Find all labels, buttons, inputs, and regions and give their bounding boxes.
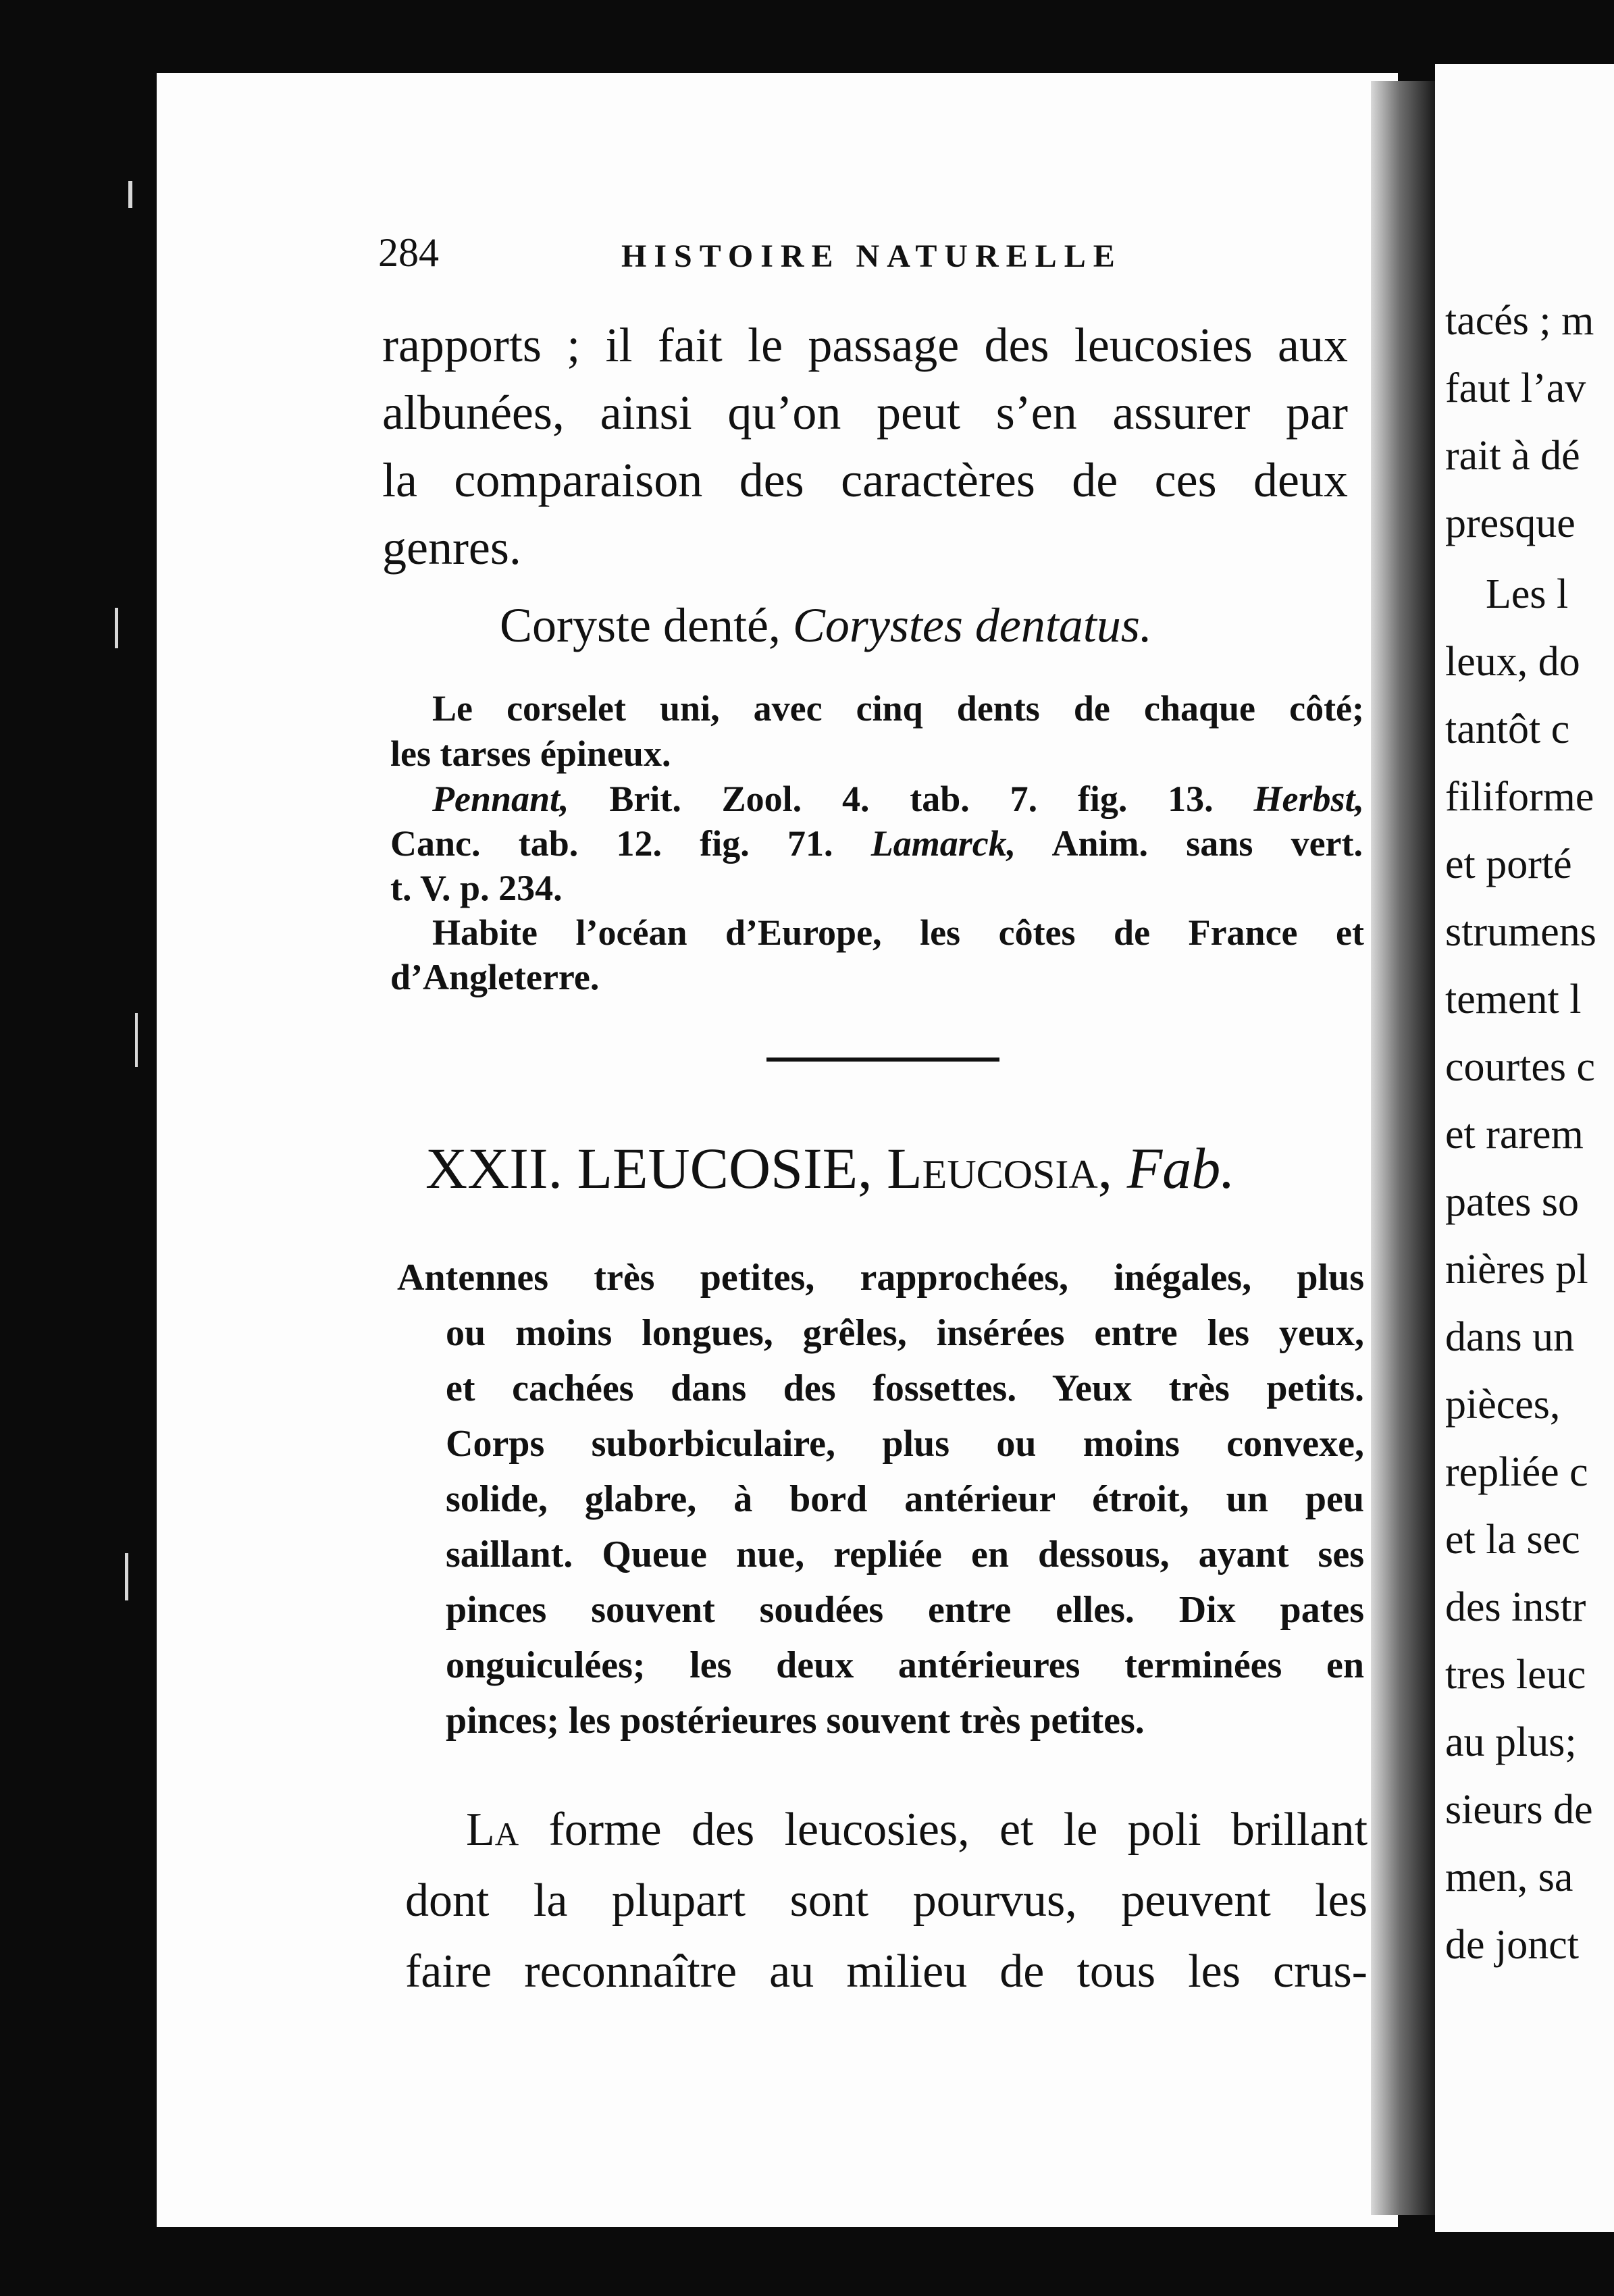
right-page-line: pates so [1445, 1179, 1580, 1225]
right-page-line: tement l [1445, 976, 1582, 1022]
reference-text: Anim. sans vert. [1051, 823, 1363, 864]
text-line: rapports ; il fait le passage des leucosies aux [382, 318, 1348, 372]
right-page-line: nières pl [1445, 1247, 1588, 1293]
diagnosis-line: Corps suborbiculaire, plus ou moins convexe, [446, 1423, 1364, 1465]
right-page-line: des instr [1445, 1584, 1586, 1630]
right-page-line: presque [1445, 500, 1576, 546]
genus-name: XXII. LEUCOSIE, [425, 1136, 873, 1201]
right-page-line: au plus; [1445, 1719, 1577, 1765]
scan-speck [125, 1553, 128, 1600]
text-line [466, 1803, 1368, 1857]
diagnosis-line: saillant. Queue nue, repliée en dessous, ayant ses [446, 1534, 1364, 1575]
right-page-line: leux, do [1445, 639, 1580, 685]
right-page-line: tacés ; m [1445, 298, 1594, 344]
right-page-line: strumens [1445, 909, 1596, 955]
species-heading [500, 598, 1152, 654]
species-description-line: les tarses épineux. [390, 733, 671, 774]
reference-author: Herbst, [1253, 779, 1365, 819]
genus-heading [425, 1134, 1235, 1202]
habitat-line: d’Angleterre. [390, 957, 600, 997]
right-page-line: et porté [1445, 841, 1572, 887]
species-name: Coryste denté, [500, 598, 781, 652]
right-page-line: et la sec [1445, 1517, 1580, 1563]
right-page-line: de jonct [1445, 1922, 1579, 1968]
text-line: la comparaison des caractères de ces deux [382, 453, 1348, 507]
diagnosis-line: ou moins longues, grêles, insérées entre les yeux, [446, 1312, 1364, 1354]
diagnosis-line: solide, glabre, à bord antérieur étroit, un peu [446, 1478, 1364, 1520]
scan-speck [128, 181, 132, 208]
lead-word: La [466, 1804, 519, 1856]
right-page-line: Les l [1486, 571, 1569, 617]
page-number: 284 [378, 230, 439, 275]
text-line: genres. [382, 521, 521, 575]
diagnosis-line: Antennes très petites, rapprochées, inégales, plus [397, 1257, 1364, 1299]
diagnosis-line: onguiculées; les deux antérieures terminées en [446, 1644, 1364, 1686]
right-page-line: rait à dé [1445, 433, 1580, 479]
reference-author: Lamarck, [870, 823, 1016, 864]
reference-text: Canc. tab. 12. fig. 71. [390, 823, 833, 864]
right-page-line: repliée c [1445, 1449, 1588, 1495]
text-fragment: forme des leucosies, et le poli brillant [548, 1804, 1368, 1856]
page-gutter [1371, 81, 1435, 2215]
diagnosis-line: et cachées dans des fossettes. Yeux très petits. [446, 1367, 1364, 1409]
right-page-line: tres leuc [1445, 1652, 1586, 1698]
right-page-line: faut l’av [1445, 365, 1586, 411]
right-page-line: dans un [1445, 1314, 1575, 1360]
text-line: faire reconnaître au milieu de tous les crus- [405, 1946, 1368, 1998]
right-page-line: courtes c [1445, 1044, 1596, 1090]
reference-line: t. V. p. 234. [390, 868, 563, 908]
right-page-line: tantôt c [1445, 706, 1570, 752]
text-line: dont la plupart sont pourvus, peuvent les [405, 1875, 1368, 1927]
right-page-line: pièces, [1445, 1382, 1561, 1428]
scan-speck [115, 608, 118, 648]
habitat-line: Habite l’océan d’Europe, les côtes de France et [432, 912, 1364, 953]
reference-text: Brit. Zool. 4. tab. 7. fig. 13. [609, 779, 1214, 819]
reference-line [432, 778, 1364, 820]
species-latin: Corystes dentatus. [792, 598, 1152, 652]
reference-line [390, 823, 1363, 864]
genus-author: Fab. [1126, 1136, 1235, 1201]
reference-author: Pennant, [432, 779, 569, 819]
genus-latin: Leucosia, [887, 1136, 1113, 1201]
text-line: albunées, ainsi qu’on peut s’en assurer par [382, 386, 1348, 440]
right-page-line: sieurs de [1445, 1787, 1593, 1833]
section-divider [766, 1058, 999, 1062]
species-description-line: Le corselet uni, avec cinq dents de chaque côté; [432, 688, 1364, 729]
running-head: HISTOIRE NATURELLE [621, 238, 1122, 274]
right-page-line: et rarem [1445, 1112, 1584, 1157]
diagnosis-line: pinces; les postérieures souvent très petites. [446, 1700, 1145, 1742]
right-page-line: filiforme [1445, 774, 1594, 820]
scan-speck [135, 1013, 138, 1067]
right-page-line: men, sa [1445, 1854, 1573, 1900]
diagnosis-line: pinces souvent soudées entre elles. Dix pates [446, 1589, 1364, 1631]
